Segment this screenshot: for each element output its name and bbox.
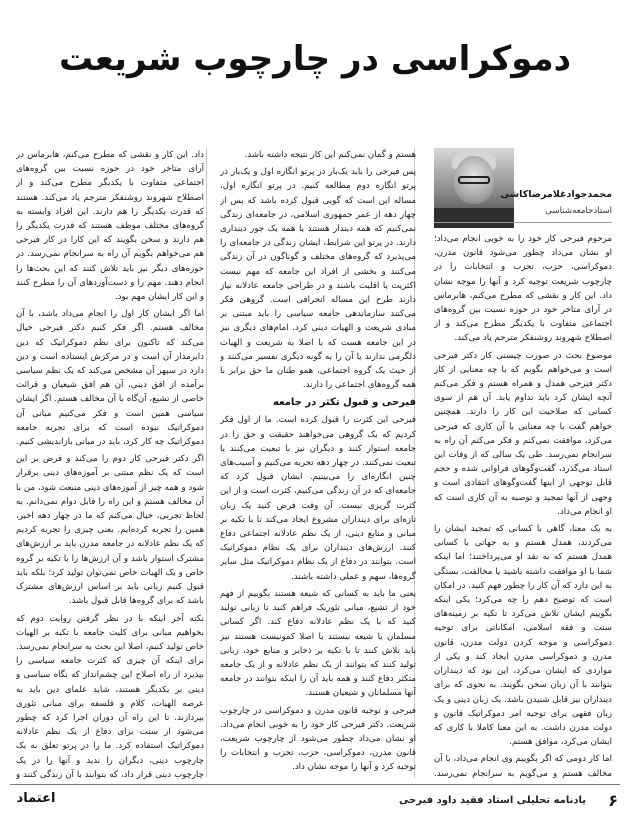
paragraph: داد. این کار و نقشی که مطرح می‌کنم، هابرماس در آرای متاخر خود در حوزه نسبت بین گروه‌های اجتماعی متفاوت با یکدیگر مطرح می‌کند و از اصطلاح شهروند روشنفکر مترجم یاد می‌کند. هستند که قدرت یکدیگر را هم دارند. این افراد وابسته به گروه‌های مختلف موظف هستند که قدرت یکدیگر را هم دارند و سخن بگویند که این کارا در کار فیرحی هم می‌خواهم بگویم آن راه به سرانجام نمی‌رسد. در حوزه‌های دیگر نیز باید تلاش کنند که این بحث‌ها را انجام دهند. مهم را و دست‌آوردهای آن را مطرح کنند و این کار ایشان مهم بود. xyxy=(16,150,204,303)
paragraph: فیرحی این کثرت را قبول کرده است. ما از اول فکر کردیم که یک گروهی می‌خواهند حقیقت و حق را در جامعه استوار کنند و دیگران نیز با تبعیت می‌کنند یا تبعیت نمی‌کنند. در چهار دهه تجربه می‌کنیم و آسیب‌های چنین انگاره‌ای را می‌بینیم. ایشان قبول کرد که جامعه‌ای که در آن زندگی می‌کنیم، کثرت است و از این کثرت گریزی نیست. آن وقت فرض کنید یک زبان تازه‌ای برای دینداران مشروع ایجاد می‌کند تا با تکیه بر مبانی و منابع دینی، از یک نظم عادلانه اجتماعی دفاع کنند. ارزش‌های دینداران برای یک نظام دموکراتیک است. بتوانند در دفاع از یک نظام دموکراتیک مثل سایر گروه‌ها، سهم و عملی داشته باشند. xyxy=(220,415,416,582)
article-column-middle xyxy=(220,148,416,780)
logo-text: اعتماد xyxy=(16,791,56,806)
paragraph: یعنی ما باید به کسانی که شیعه هستند بگوییم از فهم خود از تشیع، مبانی تئوریک فراهم کنید تا زبانی تولید کنید که با یک نظم عادلانه دفاع کند. اگر کسانی مسلمان یا شیعه نیستند یا اصلا کمونیست هستند نیز باید تلاش کنند تا با تکیه بر ذخایر و منابع خود، زبانی تولید کنند که بتوانند از یک نظم عادلانه و از یک جامعه متکثر دفاع کنند و همه باید آن را اینکه بتوانند در جامعه آنها مسلمانان و شیعیان هستند. xyxy=(220,588,416,699)
page-footer xyxy=(0,788,630,814)
paragraph: موضوع بحث در صورت چیستی کار دکتر فیرحی است و می‌خواهم بگویم که با چه معنایی از کار دکتر فیرحی همدل و همراه هستم و فکر می‌کنم آنچه ایشان کرد باید تداوم یابد. آن هم از سوی کسانی که صلاحیت این کار را دارند. همچنین خواهم گفت با چه معنایی با آن کاری که فیرحی می‌کرد، موافقت نمی‌کنم و فکر می‌کنم آن راه به سرانجام نمی‌رسد. طی یک سالی که از وفات این استاد می‌گذرد، گفت‌وگوهای فراوانی شده و حجم قابل توجهی از اینها گفت‌وگوهای انتقادی است و وجهی از آنها تمجید و توصیه به آن کاری است که او انجام می‌داد. xyxy=(434,350,612,517)
column-divider xyxy=(206,148,207,778)
paragraph: به یک معنا، گاهی با کسانی که تمجید ایشان را می‌کردند، همدل هستم و به جهاتی با کسانی همدل هستم که به نقد او می‌پرداختند؛ اما اینکه شما با او موافقت داشته باشید یا مخالفت، بستگی به این دارد که آن کار را چطور فهم کنید. در امکان است که توضیح دهم را چه می‌کرد؛ یکی اینکه بگوییم ایشان تلاش می‌کرد تا تکیه بر زمینه‌های سنت و فقه اسلامی، امکاناتی برای توجیه دموکراسی و موجه کردن دولت مدرن، قانون مدرن و دموکراسی مدرن ایجاد کند و یکی از مواردی که ایشان می‌کرد، این بود که دینداران بتوانند با آن زبان سخن بگویند. به نحوی که برای دینداران نیز قابل شنیدن باشد. یک زبان دینی و یک زبان فقهی برای توجیه امر دموکراتیک قانون و دولت مدرن داشت. به این معنا کاملا با کاری که ایشان می‌کرد، موافق هستم. xyxy=(434,524,612,748)
paragraph: هستم و گمان نمی‌کنم این کار نتیجه داشته باشد. xyxy=(244,150,416,160)
author-separator xyxy=(434,222,612,223)
author-box xyxy=(434,148,612,228)
paragraph: مرحوم فیرحی کار خود را به خوبی انجام می‌داد؛ او نشان می‌داد چطور می‌شود قانون مدرن، دموکراسی، حزب، تحزب و انتخابات را در چارچوب شریعت توجیه کرد و آنها را موجه نشان داد. این کار و نقشی که مطرح می‌کنم، هابرماس در آرای متاخر خود در حوزه نسبت بین گروه‌های اجتماعی متفاوت با یکدیگر مطرح می‌کند و از اصطلاح شهروند روشنفکر مترجم یاد می‌کند. xyxy=(434,234,612,344)
footer-section-title: یادنامه تحلیلی استاد فقید داود فیرحی xyxy=(398,795,586,806)
page-number: ۶ xyxy=(608,791,618,810)
article-column-left xyxy=(16,148,204,780)
article-column-right xyxy=(434,232,612,780)
paragraph: اما کار دومی که اگر بگوییم وی انجام می‌داد، با آن مخالف هستم و می‌گویم به سرانجام نمی‌رسد. xyxy=(434,754,612,779)
author-role: استادجامعه‌شناسی xyxy=(545,206,612,216)
author-name: محمدجوادغلامرضاکاشی xyxy=(500,189,612,200)
page-title: دموکراسی در چارچوب شریعت xyxy=(58,38,572,79)
paragraph: اگر دکتر فیرحی کار دوم را می‌کند و فرض بر این است که یک نظم مبتنی بر آموزه‌های دینی برقرار شود و همه چیز از آموزه‌های دینی منبعث شود، من با آن مخالف هستم و این راه را قابل دوام نمی‌دانم. به لحاظ تجربی، خیال می‌کنم که ما در چهار دهه اخیر، همین را تجربه کرده‌ایم. یعنی چیزی را تجربه کردیم که یک نظم عادلانه در جامعه مدرن باید بر ارزش‌های مشترک استوار باشد و آن ارزش‌ها را با تکیه بر گروه خاص و یک الهیات خاص نمی‌توان تولید کرد؛ بلکه باید قبول کنیم زبانی باید بر اساس ارزش‌های مشترک باشد که برای گروه‌ها قابل قبول باشد. xyxy=(16,454,204,607)
footer-rule xyxy=(10,784,620,785)
section-subheading: فیرحی و قبول تکثر در جامعه xyxy=(273,397,416,409)
newspaper-logo xyxy=(10,788,62,810)
paragraph: نکته آخر اینکه با در نظر گرفتن روایت دوم که بخواهیم مبانی برای کلیت جامعه با تکیه بر الهیات خاص تولید کنیم، اصلا این بحث به سرانجام نمی‌رسد. برای اینکه آن چیزی که کثرت جامعه سیاسی را بپذیرد از راه اصلاح این چشم‌انداز که نگاه سیاسی و دینی بر یکدیگر هستند، شاید علمای دین باید به عرصه الهیات، کلام و فلسفه برای مبانی تئوری بپردازند. تا این راه آن دوران اجرا کرد که چطور می‌شود از سنت برای دفاع از یک نظم عادلانه دموکراتیک استفاده کرد. ما را در پرتو تعلق به یک چارچوب دینی، دیگران را ندید و آنها را در یک چارچوب دینی قرار داد، که بتوانند با آن زندگی کنند و xyxy=(16,613,204,780)
paragraph: اما اگر ایشان کار اول را انجام می‌داد باشد، با آن مخالف هستم. اگر فکر کنیم دکتر فیرحی خیال می‌کند که تاکنون برای نظم دموکراتیک که دین دایرمدار آن است و در مرکزش ایستاده است و دین دارد در سپهر آن مشخص می‌کند که یک نظم سیاسی برآمده از افق دینی، آن هم افق شیعیان و قرائت خاصی از تشیع، آن‌گاه با آن مخالف هستم. اگر ایشان سیاسی همین است و فکر می‌کنیم مبانی آن دموکراتیک نبوده است که برای تجربه جامعه دموکراتیک چه کار کرد، باید در مبانی بازاندیشی کنیم. xyxy=(16,309,204,448)
paragraph: فیرحی و توجیه قانون مدرن و دموکراسی در چارچوب شریعت. دکتر فیرحی کار خود را به خوبی انجام می‌داد. او نشان می‌داد چطور می‌شود از چارچوب شریعت، قانون مدرن، دموکراسی، حزب، تحزب و انتخابات را توجیه کرد و آنها را موجه نشان داد. xyxy=(220,705,416,773)
paragraph: پس فیرحی را باید یک‌بار در پرتو انگاره اول و یک‌بار در پرتو انگاره دوم مطالعه کنیم. در پرتو انگاره اول، مساله این است که گویی قبول کرده باشد که پس از چهار دهه از عمر جمهوری اسلامی، در جامعه‌ای زندگی نمی‌کنیم که همه دیندار هستند یا همه یک جور دینداری دارند. در پرتو این شرایط، ایشان زندگی در جامعه‌ای را می‌پذیرد که گروه‌های مختلف و گوناگون در آن زندگی می‌کنند و بخشی از افراد این جامعه که مهم نیست اکثریت یا اقلیت باشند و در طراحی جامعه عادلانه نیاز دارند طرح این مساله انحرافی است. گروهی فکر می‌کنند سازماندهی جامعه سیاسی را باید مبتنی بر مبادی شریعت و الهیات دینی کرد. امام‌های دیگری نیز در این جامعه هست که با اصلا به شریعت و الهیات دلگرمی ندارند یا آن را به گونه دیگری تفسیر می‌کنند و از حیث یک گروه اجتماعی، همو طنان ما حق برابر با همه گروه‌های اجتماعی را دارند. xyxy=(220,167,416,391)
